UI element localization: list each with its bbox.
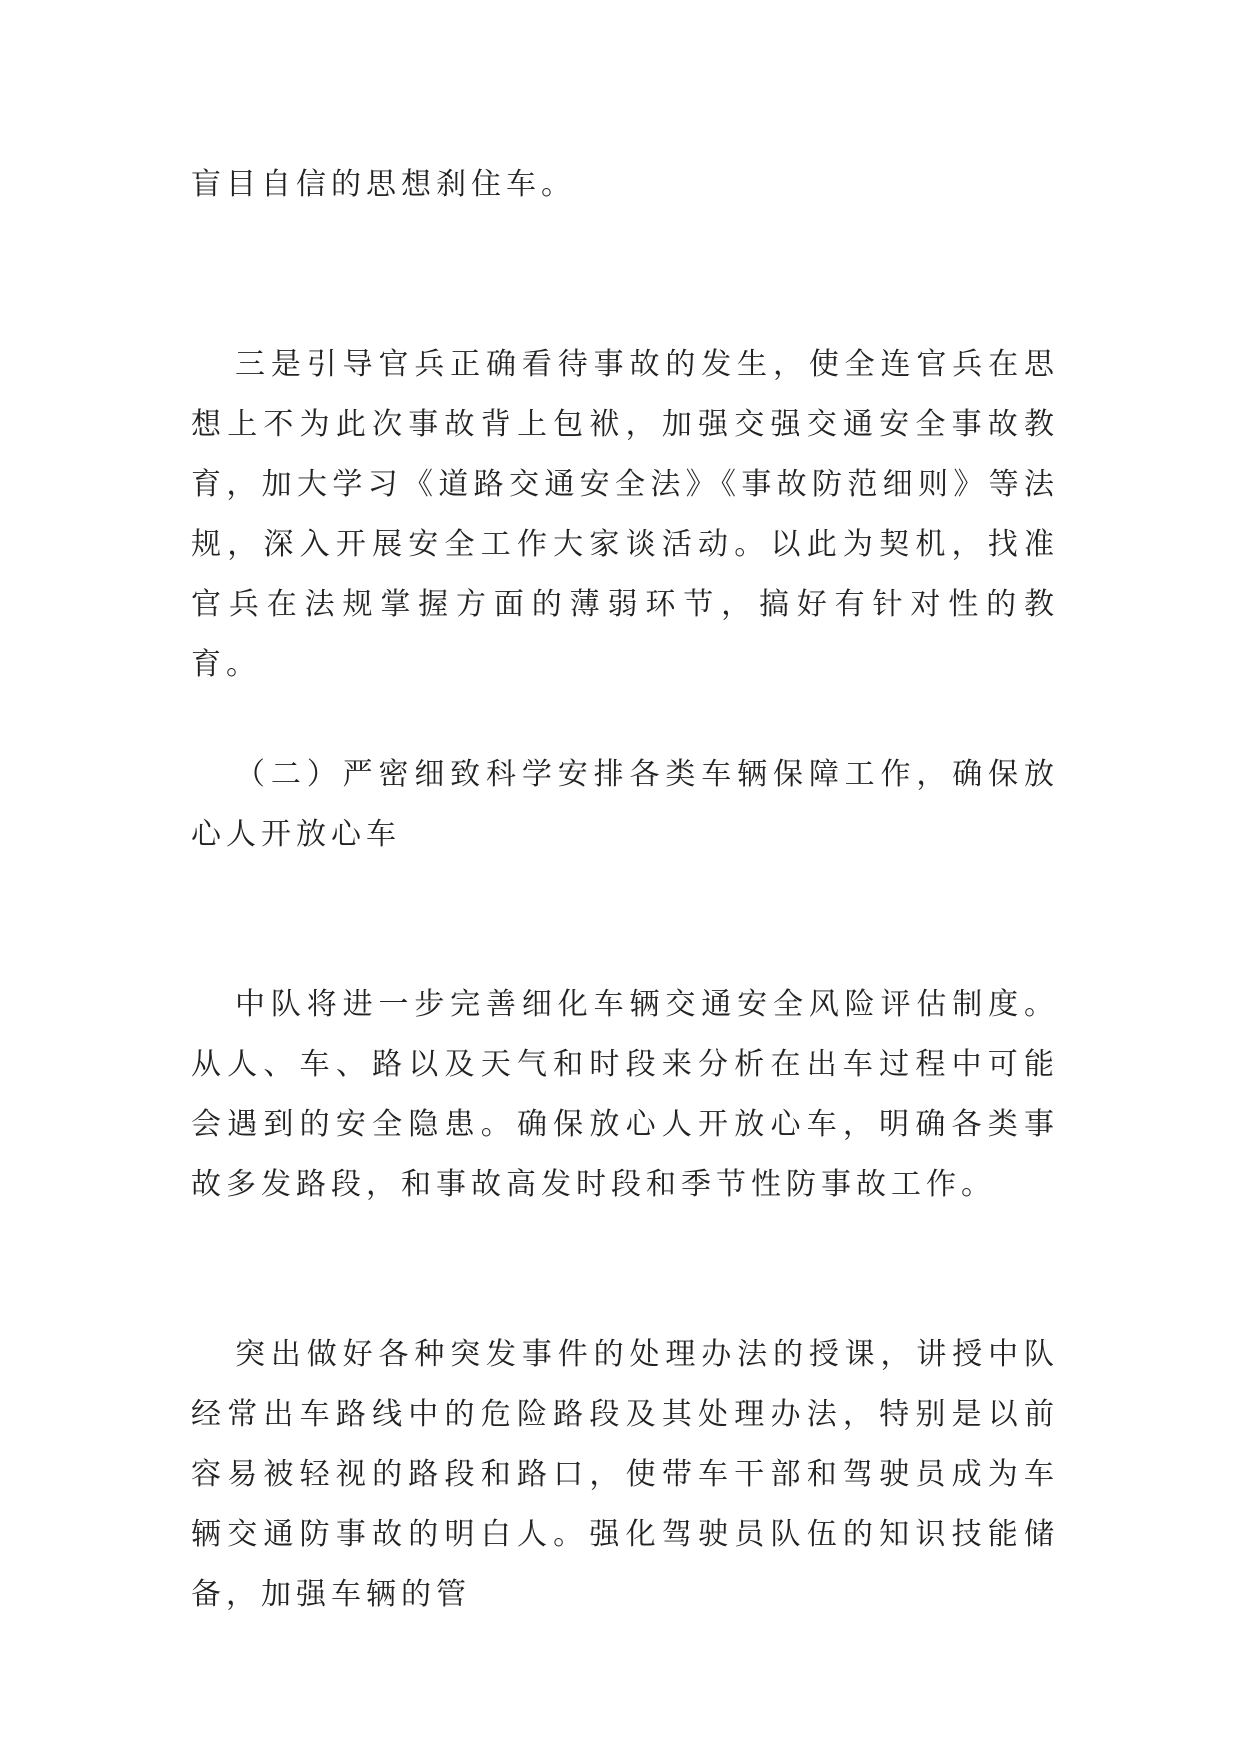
section-heading-vehicle-safety: （二）严密细致科学安排各类车辆保障工作，确保放心人开放心车 — [191, 757, 1059, 852]
paragraph-emergency-training: 突出做好各种突发事件的处理办法的授课，讲授中队经常出车路线中的危险路段及其处理办法，特别是以前容易被轻视的路段和路口，使带车干部和驾驶员成为车辆交通防事故的明白人。强化驾驶员队伍的知识技能储备，加强车辆的管 — [191, 1337, 1059, 1612]
paragraph-education: 三是引导官兵正确看待事故的发生，使全连官兵在思想上不为此次事故背上包袱，加强交强交通安全事故教育，加大学习《道路交通安全法》《事故防范细则》等法规，深入开展安全工作大家谈活动。以此为契机，找准官兵在法规掌握方面的薄弱环节，搞好有针对性的教育。 — [191, 347, 1059, 682]
paragraph-risk-assessment: 中队将进一步完善细化车辆交通安全风险评估制度。从人、车、路以及天气和时段来分析在出车过程中可能会遇到的安全隐患。确保放心人开放心车，明确各类事故多发路段，和事故高发时段和季节性防事故工作。 — [191, 987, 1059, 1202]
paragraph-continuation: 盲目自信的思想刹住车。 — [191, 167, 576, 202]
